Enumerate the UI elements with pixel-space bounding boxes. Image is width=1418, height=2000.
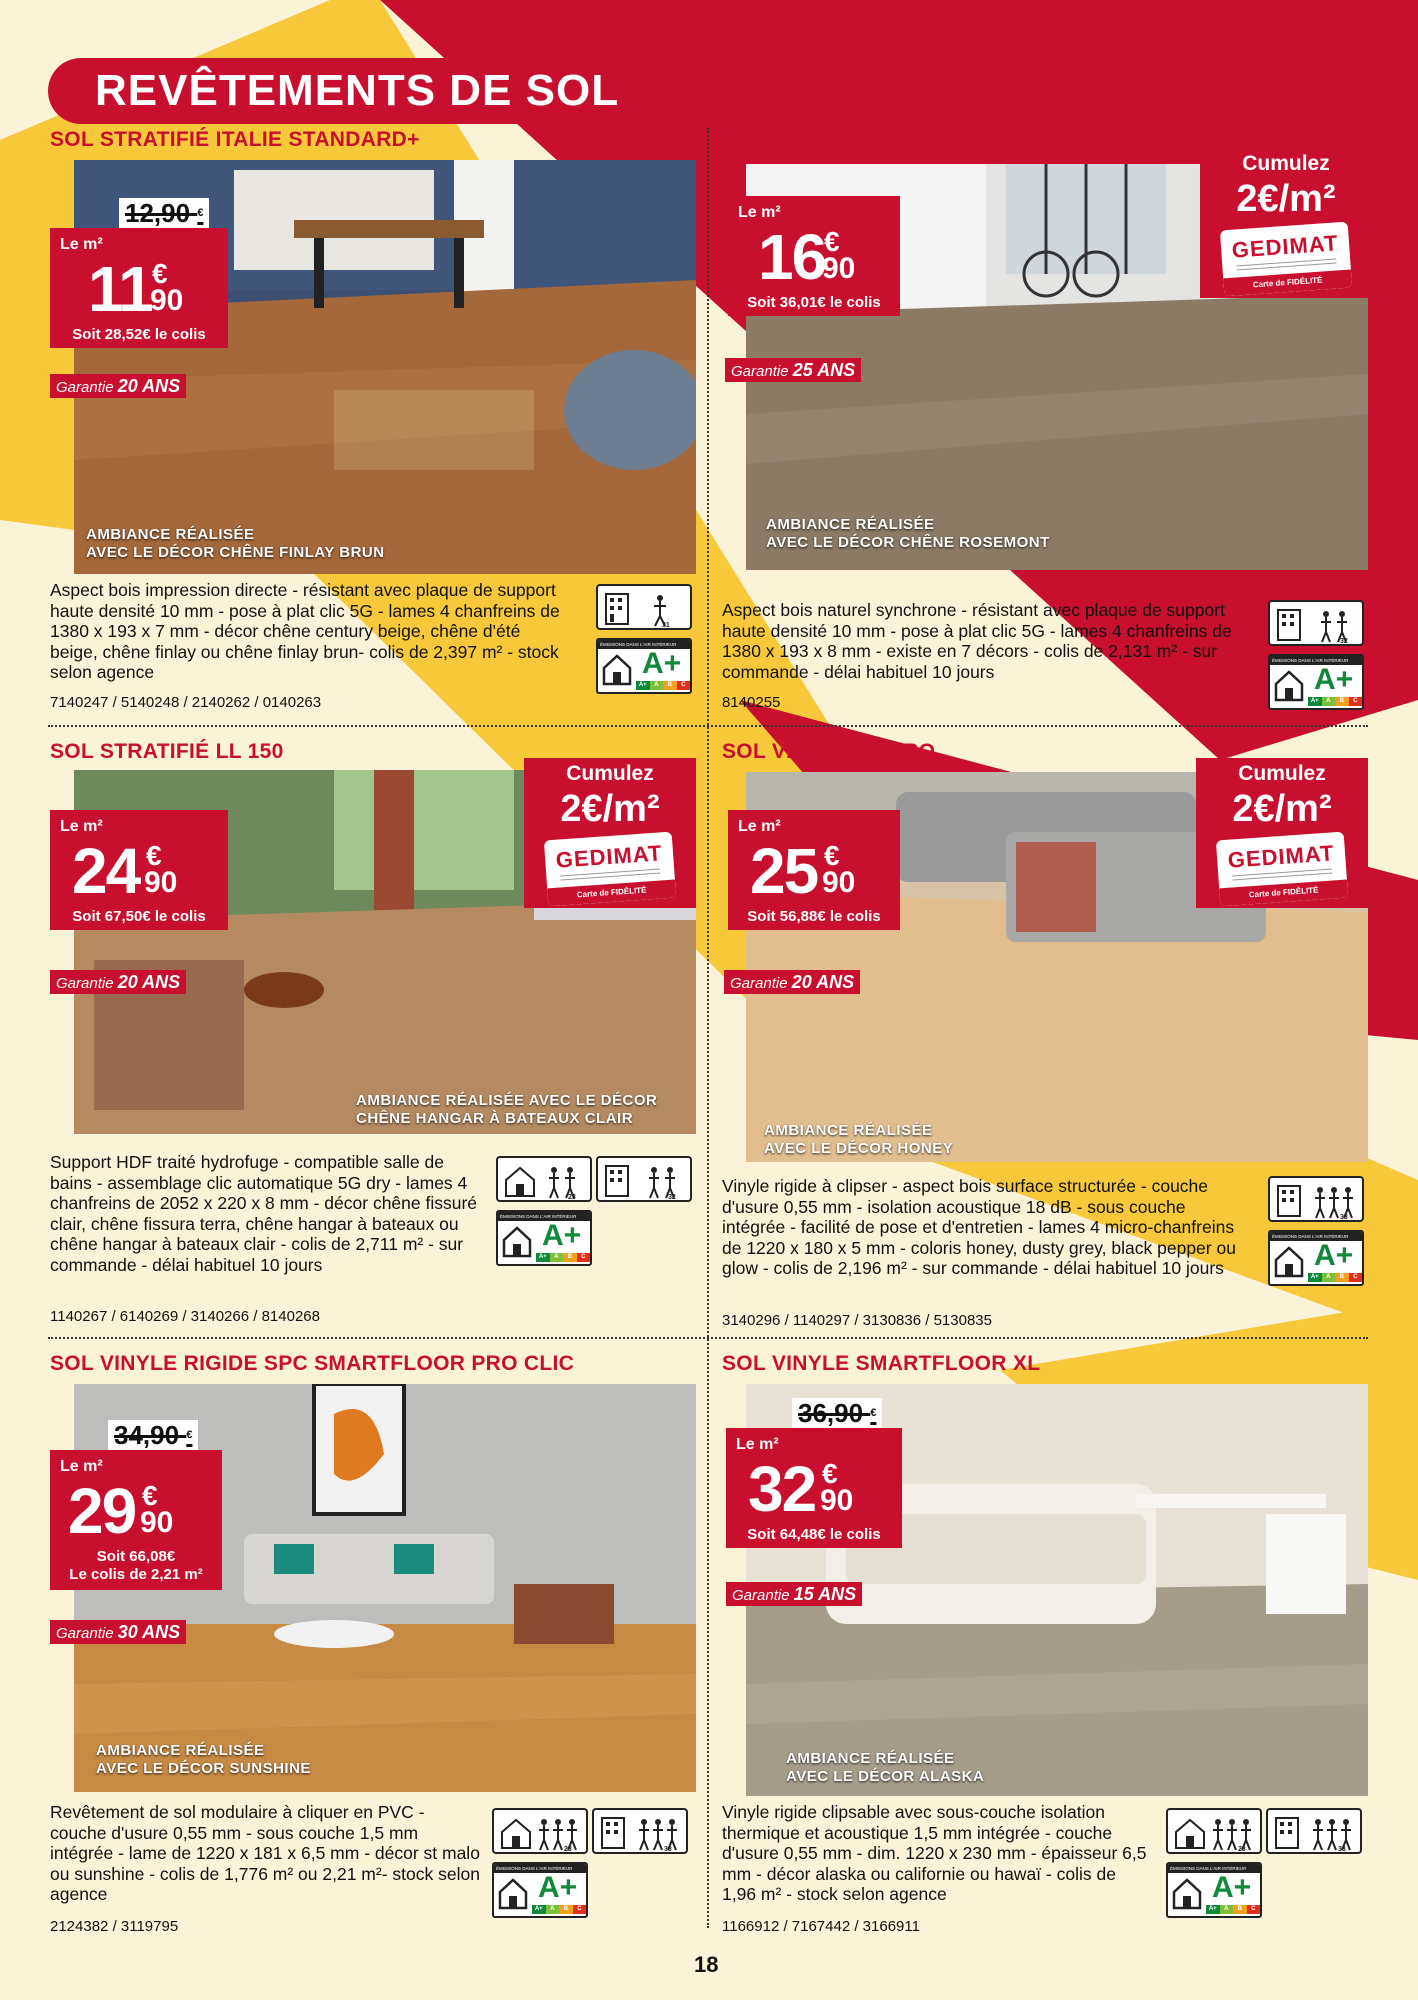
price-box bbox=[50, 810, 228, 930]
price-cents: 90 bbox=[822, 252, 856, 285]
grade-scale: A+ A B C bbox=[1308, 1273, 1362, 1282]
guarantee-badge: Garantie 25 ANS bbox=[725, 358, 861, 382]
product-card-smartfloor-pro-clic bbox=[50, 1352, 716, 1964]
ambiance-caption: AMBIANCE RÉALISÉE AVEC LE DÉCOR CHÊNE HANGAR À BATEAUX CLAIR bbox=[356, 1092, 658, 1127]
grade-scale: A+ A B C bbox=[536, 1253, 590, 1262]
price-per-package: Soit 28,52€ le colis bbox=[72, 326, 206, 343]
house-icon bbox=[502, 1224, 532, 1258]
grade-scale: A+ A B C bbox=[1206, 1905, 1260, 1914]
usage-class-pictogram bbox=[596, 1156, 692, 1202]
price-integer: 25 bbox=[750, 835, 818, 907]
product-title: SOL VINYLE DOURO bbox=[722, 740, 936, 763]
price-cents: 90 bbox=[820, 1484, 854, 1517]
brand-logo: GEDIMAT bbox=[1226, 840, 1336, 873]
price-cents: 90 bbox=[150, 284, 184, 317]
emissions-label bbox=[596, 638, 692, 694]
price-integer: 11 bbox=[88, 253, 152, 325]
price-integer: 16 bbox=[758, 221, 826, 293]
emissions-grade: A+ bbox=[1314, 1239, 1354, 1272]
price-box bbox=[726, 1428, 902, 1548]
usage-class-pictogram bbox=[1166, 1808, 1262, 1854]
price-per-package: Soit 66,08€ bbox=[96, 1548, 176, 1565]
emissions-header: ÉMISSIONS DANS L'AIR INTÉRIEUR bbox=[1170, 1866, 1247, 1871]
price-unit: Le m² bbox=[60, 818, 103, 835]
house-usage-icon bbox=[1168, 1810, 1262, 1854]
price-integer: 32 bbox=[748, 1453, 816, 1525]
product-card-namibie-exquisit bbox=[722, 128, 1388, 740]
product-card-italie-standard bbox=[50, 128, 716, 740]
product-description: Support HDF traité hydrofuge - compatible salle de bains - assemblage clic automatique 5G dry - lames 4 chanfreins de 2052 x 220 x 8 mm - décor chêne fissuré clair, chêne fissura terra, chêne hangar à bateaux ou chêne hangar à bateaux clair - colis de 2,711 m² - sur commande - délai habituel 10 jours bbox=[50, 1152, 478, 1275]
price-box bbox=[50, 228, 228, 348]
product-title: SOL STRATIFIÉ NAMIBIE EXQUISIT bbox=[722, 128, 1085, 151]
emissions-grade: A+ bbox=[642, 647, 682, 680]
price-per-package: Soit 56,88€ le colis bbox=[747, 908, 881, 925]
product-title: SOL VINYLE SMARTFLOOR XL bbox=[722, 1352, 1041, 1375]
price-per-package: Soit 36,01€ le colis bbox=[747, 294, 881, 311]
price-cents: 90 bbox=[140, 1506, 174, 1539]
grade-scale: A+ A B C bbox=[532, 1905, 586, 1914]
house-usage-icon bbox=[498, 1158, 592, 1202]
loyalty-card-image bbox=[544, 832, 676, 907]
usage-class-number: 33 bbox=[664, 1846, 672, 1853]
usage-class-pictogram bbox=[592, 1808, 688, 1854]
emissions-header: ÉMISSIONS DANS L'AIR INTÉRIEUR bbox=[600, 642, 677, 647]
old-price: 34,90 € bbox=[108, 1420, 198, 1450]
building-icon bbox=[1270, 1178, 1364, 1222]
emissions-label bbox=[492, 1862, 588, 1918]
emissions-header: ÉMISSIONS DANS L'AIR INTÉRIEUR bbox=[1272, 658, 1349, 663]
guarantee-badge: Garantie 20 ANS bbox=[50, 970, 186, 994]
ambiance-caption: AMBIANCE RÉALISÉE AVEC LE DÉCOR HONEY bbox=[764, 1122, 954, 1157]
building-icon bbox=[1268, 1810, 1362, 1854]
usage-class-number: 33 bbox=[1338, 1846, 1346, 1853]
emissions-label bbox=[1268, 654, 1364, 710]
product-references: 8140255 bbox=[722, 694, 781, 711]
ambiance-caption: AMBIANCE RÉALISÉE AVEC LE DÉCOR ALASKA bbox=[786, 1750, 985, 1785]
building-icon bbox=[594, 1810, 688, 1854]
usage-class-pictogram bbox=[492, 1808, 588, 1854]
loyalty-label: Cumulez bbox=[566, 762, 654, 785]
building-icon bbox=[598, 586, 692, 630]
price-currency: € bbox=[152, 258, 168, 289]
loyalty-label: Cumulez bbox=[1238, 762, 1326, 785]
price-currency: € bbox=[142, 1480, 158, 1511]
price-unit: Le m² bbox=[736, 1436, 779, 1453]
price-integer: 24 bbox=[72, 835, 140, 907]
loyalty-card-image bbox=[1220, 222, 1352, 297]
emissions-header: ÉMISSIONS DANS L'AIR INTÉRIEUR bbox=[500, 1214, 577, 1219]
ambiance-caption: AMBIANCE RÉALISÉE AVEC LE DÉCOR CHÊNE FINLAY BRUN bbox=[86, 526, 385, 561]
house-icon bbox=[1172, 1876, 1202, 1910]
loyalty-badge bbox=[524, 758, 696, 908]
grade-scale: A+ A B C bbox=[636, 681, 690, 690]
ambiance-caption: AMBIANCE RÉALISÉE AVEC LE DÉCOR CHÊNE ROSEMONT bbox=[766, 516, 1050, 551]
product-card-ll-150 bbox=[50, 740, 716, 1352]
price-unit: Le m² bbox=[60, 236, 103, 253]
usage-class-pictogram bbox=[1266, 1808, 1362, 1854]
emissions-header: ÉMISSIONS DANS L'AIR INTÉRIEUR bbox=[496, 1866, 573, 1871]
price-box bbox=[728, 810, 900, 930]
emissions-header: ÉMISSIONS DANS L'AIR INTÉRIEUR bbox=[1272, 1234, 1349, 1239]
loyalty-amount: 2€/m² bbox=[1232, 788, 1332, 830]
building-icon bbox=[598, 1158, 692, 1202]
emissions-grade: A+ bbox=[538, 1871, 578, 1904]
brand-logo: GEDIMAT bbox=[1230, 230, 1340, 263]
old-price: 12,90 € bbox=[119, 198, 209, 228]
price-cents: 90 bbox=[822, 866, 856, 899]
emissions-label bbox=[496, 1210, 592, 1266]
product-references: 3140296 / 1140297 / 3130836 / 5130835 bbox=[722, 1312, 992, 1329]
emissions-label bbox=[1268, 1230, 1364, 1286]
product-references: 7140247 / 5140248 / 2140262 / 0140263 bbox=[50, 694, 322, 711]
house-icon bbox=[602, 652, 632, 686]
price-per-package: Soit 64,48€ le colis bbox=[747, 1526, 881, 1543]
usage-class-number: 32 bbox=[668, 1194, 676, 1201]
price-unit: Le m² bbox=[60, 1458, 103, 1475]
usage-class-number: 23 bbox=[564, 1846, 572, 1853]
price-currency: € bbox=[822, 1458, 838, 1489]
usage-class-pictogram bbox=[1268, 600, 1364, 646]
price-unit: Le m² bbox=[738, 204, 781, 221]
loyalty-amount: 2€/m² bbox=[560, 788, 660, 830]
house-icon bbox=[498, 1876, 528, 1910]
price-currency: € bbox=[146, 840, 162, 871]
loyalty-label: Cumulez bbox=[1242, 152, 1330, 175]
usage-class-number: 23 bbox=[1238, 1846, 1246, 1853]
package-size: Le colis de 2,21 m² bbox=[69, 1566, 203, 1583]
usage-class-pictogram bbox=[596, 584, 692, 630]
price-per-package: Soit 67,50€ le colis bbox=[72, 908, 206, 925]
product-title: SOL STRATIFIÉ ITALIE STANDARD+ bbox=[50, 128, 420, 151]
product-description: Aspect bois impression directe - résistant avec plaque de support haute densité 10 mm - pose à plat clic 5G - lames 4 chanfreins de 1380 x 193 x 7 mm - décor chêne century beige, chêne d'été beige, chêne finlay ou chêne finlay brun- colis de 2,397 m² - stock selon agence bbox=[50, 580, 560, 682]
price-cents: 90 bbox=[144, 866, 178, 899]
guarantee-badge: Garantie 30 ANS bbox=[50, 1620, 186, 1644]
house-icon bbox=[1274, 668, 1304, 702]
price-integer: 29 bbox=[68, 1475, 136, 1547]
product-references: 1140267 / 6140269 / 3140266 / 8140268 bbox=[50, 1308, 320, 1325]
price-unit: Le m² bbox=[738, 818, 781, 835]
product-description: Aspect bois naturel synchrone - résistant avec plaque de support haute densité 10 mm - pose à plat clic 5G - lames 4 chanfreins de 1380 x 193 x 8 mm - existe en 7 décors - colis de 2,131 m² - sur commande - délai habituel 10 jours bbox=[722, 600, 1232, 682]
usage-class-pictogram bbox=[496, 1156, 592, 1202]
product-card-smartfloor-xl bbox=[722, 1352, 1388, 1964]
old-price: 36,90 € bbox=[792, 1398, 882, 1428]
loyalty-card-label: Carte de FIDÉLITÉ bbox=[547, 879, 676, 906]
usage-class-number: 33 bbox=[1340, 1214, 1348, 1221]
emissions-grade: A+ bbox=[542, 1219, 582, 1252]
price-box bbox=[728, 196, 900, 316]
product-title: SOL VINYLE RIGIDE SPC SMARTFLOOR PRO CLIC bbox=[50, 1352, 575, 1375]
grade-scale: A+ A B C bbox=[1308, 697, 1362, 706]
ambiance-caption: AMBIANCE RÉALISÉE AVEC LE DÉCOR SUNSHINE bbox=[96, 1742, 311, 1777]
price-currency: € bbox=[824, 840, 840, 871]
emissions-label bbox=[1166, 1862, 1262, 1918]
product-references: 2124382 / 3119795 bbox=[50, 1918, 179, 1935]
guarantee-badge: Garantie 15 ANS bbox=[726, 1582, 862, 1606]
price-box bbox=[50, 1450, 222, 1590]
product-description: Vinyle rigide à clipser - aspect bois surface structurée - couche d'usure 0,55 mm - isolation acoustique 18 dB - sous couche intégrée - facilité de pose et d'entretien - lames 4 micro-chanfreins de 1220 x 180 x 5 mm - coloris honey, dusty grey, black pepper ou glow - colis de 2,196 m² - sur commande - délai habituel 10 jours bbox=[722, 1176, 1236, 1278]
usage-class-number: 23 bbox=[568, 1194, 576, 1201]
guarantee-badge: Garantie 20 ANS bbox=[724, 970, 860, 994]
page-number: 18 bbox=[694, 1952, 719, 1977]
product-references: 1166912 / 7167442 / 3166911 bbox=[722, 1918, 920, 1935]
product-description: Revêtement de sol modulaire à cliquer en PVC - couche d'usure 0,55 mm - sous couche 1,5 mm intégrée - lame de 1220 x 181 x 6,5 mm - décor st malo ou sunshine - colis de 1,776 m² ou 2,21 m²- stock selon agence bbox=[50, 1802, 480, 1904]
brand-logo: GEDIMAT bbox=[554, 840, 664, 873]
loyalty-amount: 2€/m² bbox=[1236, 178, 1336, 220]
page-title: REVÊTEMENTS DE SOL bbox=[95, 66, 620, 115]
product-card-vinyle-douro bbox=[722, 740, 1388, 1352]
loyalty-card-label: Carte de FIDÉLITÉ bbox=[1219, 879, 1348, 906]
loyalty-card-image bbox=[1216, 832, 1348, 907]
loyalty-badge bbox=[1200, 148, 1372, 298]
emissions-grade: A+ bbox=[1314, 663, 1354, 696]
product-description: Vinyle rigide clipsable avec sous-couche isolation thermique et acoustique 1,5 mm intégrée - couche d'usure 0,55 mm - dim. 1220 x 230 mm - épaisseur 6,5 mm - décor alaska ou californie ou hawaï - colis de 1,96 m² - stock selon agence bbox=[722, 1802, 1147, 1904]
usage-class-number: 31 bbox=[662, 622, 670, 629]
price-currency: € bbox=[824, 226, 840, 257]
building-icon bbox=[1270, 602, 1364, 646]
loyalty-card-label: Carte de FIDÉLITÉ bbox=[1223, 269, 1352, 296]
house-icon bbox=[1274, 1244, 1304, 1278]
guarantee-badge: Garantie 20 ANS bbox=[50, 374, 186, 398]
loyalty-badge bbox=[1196, 758, 1368, 908]
usage-class-number: 32 bbox=[1340, 638, 1348, 645]
house-usage-icon bbox=[494, 1810, 588, 1854]
usage-class-pictogram bbox=[1268, 1176, 1364, 1222]
emissions-grade: A+ bbox=[1212, 1871, 1252, 1904]
product-title: SOL STRATIFIÉ LL 150 bbox=[50, 740, 284, 763]
